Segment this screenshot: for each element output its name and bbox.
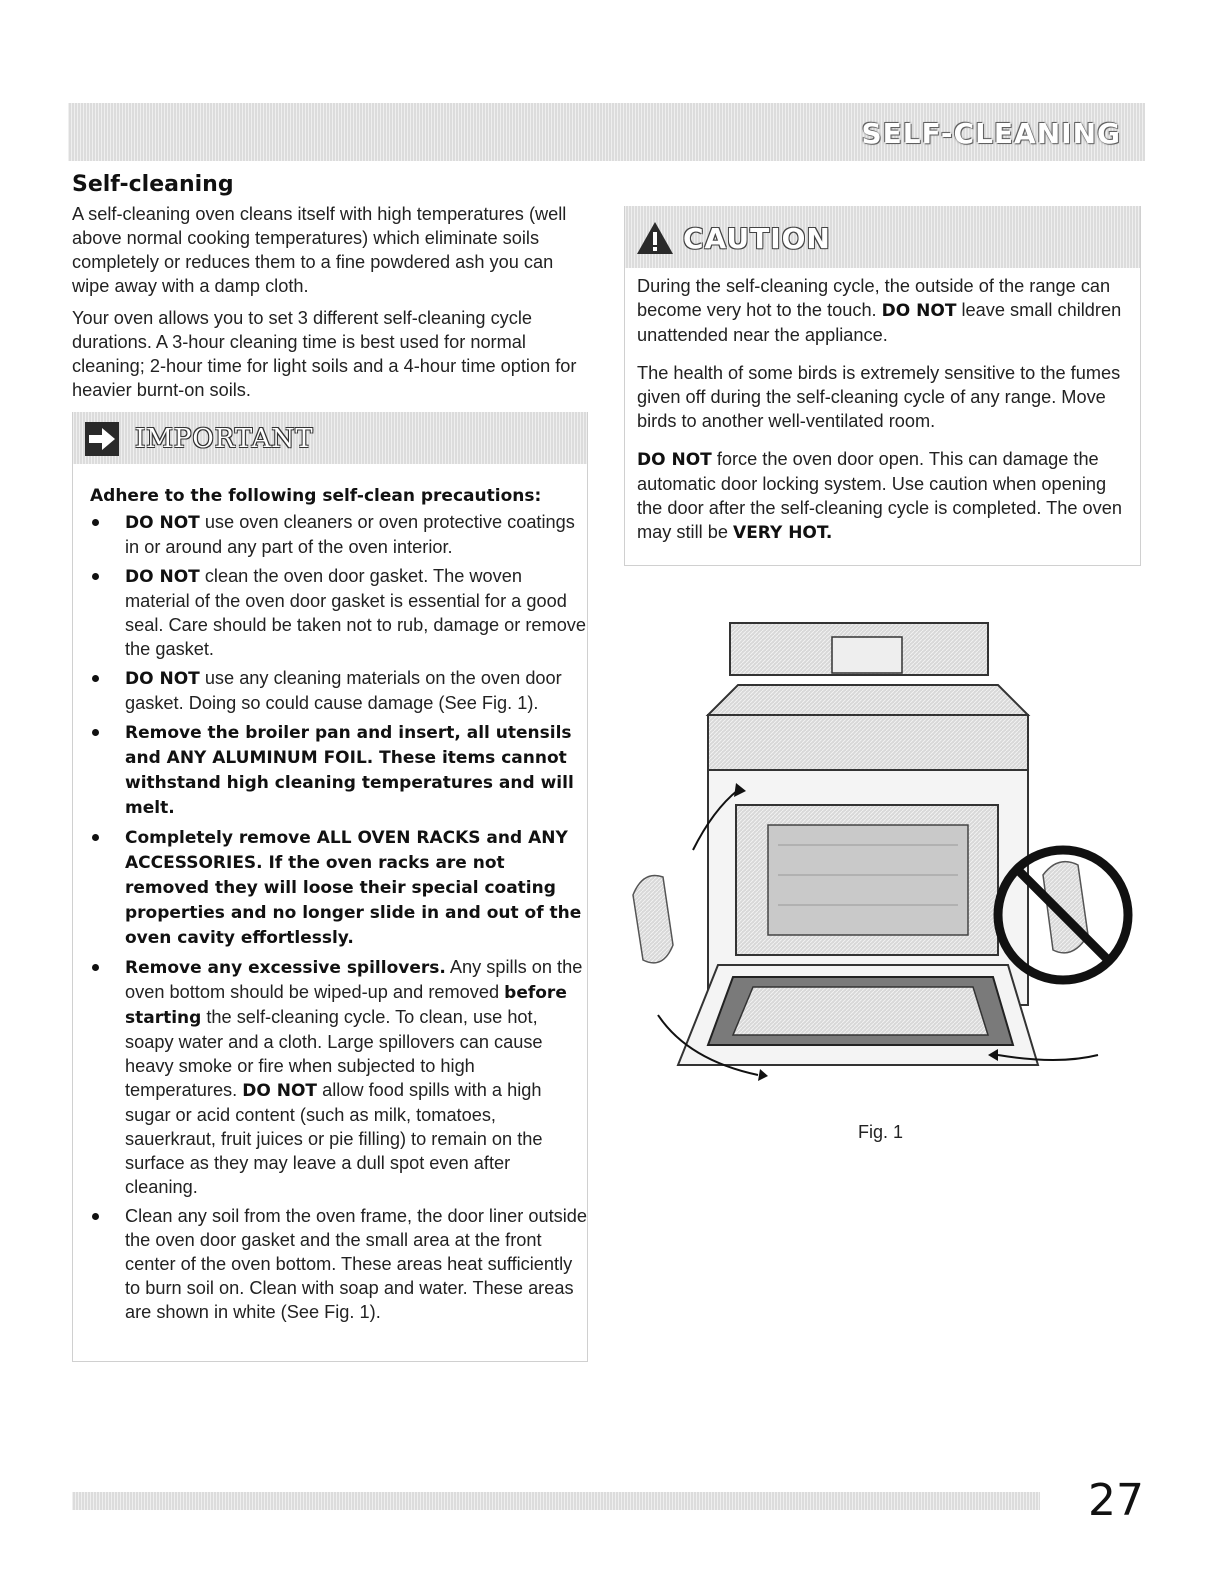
bullet-icon <box>92 675 99 682</box>
oven-illustration <box>618 615 1148 1095</box>
important-title: IMPORTANT <box>135 424 314 454</box>
caution-header-band <box>625 206 1140 268</box>
list-item: DO NOT clean the oven door gasket. The woven material of the oven door gasket is essential for a good seal. Care should be taken not to rub, damage or remove the gasket. <box>89 564 587 661</box>
durations-paragraph: Your oven allows you to set 3 different self-cleaning cycle durations. A 3-hour cleaning time is best used for normal cleaning; 2-hour time for light soils and a 4-hour time option for heavier burnt-on soils. <box>72 308 577 400</box>
list-item: Clean any soil from the oven frame, the door liner outside the oven door gasket and the small area at the front center of the oven bottom. These areas heat sufficiently to burn soil on. Clean with soap and water. These areas are shown in white (See Fig. 1). <box>89 1204 587 1324</box>
precaution-list <box>73 510 587 1324</box>
page-section-title: SELF-CLEANING <box>861 117 1121 150</box>
caution-title: CAUTION <box>683 222 831 255</box>
caution-notice-box <box>624 206 1141 566</box>
bullet-icon <box>92 834 99 841</box>
arrow-right-icon <box>85 422 119 456</box>
list-item: Remove the broiler pan and insert, all utensils and ANY ALUMINUM FOIL. These items cannot withstand high cleaning temperatures and will melt. <box>89 720 587 820</box>
important-header-band <box>73 412 587 464</box>
footer-bar <box>72 1492 1040 1510</box>
section-heading: Self-cleaning <box>72 172 234 197</box>
bullet-icon <box>92 573 99 580</box>
caution-paragraph: During the self-cleaning cycle, the outside of the range can become very hot to the touch. DO NOT leave small children unattended near the appliance. <box>637 276 1122 345</box>
intro-paragraph: A self-cleaning oven cleans itself with high temperatures (well above normal cooking temperatures) which eliminate soils completely or reduces them to a fine powdered ash you can wipe away with a damp cloth. <box>72 204 567 296</box>
bullet-icon <box>92 1213 99 1220</box>
important-notice-box <box>72 412 588 1362</box>
list-item: Remove any excessive spillovers. Any spills on the oven bottom should be wiped-up and removed before starting the self-cleaning cycle. To clean, use hot, soapy water and a cloth. Large spillovers can cause heavy smoke or fire when subjected to high temperatures. DO NOT allow food spills with a high sugar or acid content (such as milk, tomatoes, sauerkraut, fruit juices or pie filling) to remain on the surface as they may leave a dull spot even after cleaning. <box>89 955 587 1199</box>
intro-section <box>72 172 588 410</box>
caution-paragraph: DO NOT force the oven door open. This can damage the automatic door locking system. Use caution when opening the door after the self-cleaning cycle is completed. The oven may still be VERY HOT. <box>637 449 1122 543</box>
caution-body <box>625 268 1140 545</box>
page-number: 27 <box>1088 1475 1144 1526</box>
bullet-icon <box>92 519 99 526</box>
warning-triangle-icon <box>635 220 675 260</box>
list-item: DO NOT use oven cleaners or oven protective coatings in or around any part of the oven interior. <box>89 510 587 559</box>
figure-caption: Fig. 1 <box>858 1122 904 1142</box>
caution-paragraph: The health of some birds is extremely sensitive to the fumes given off during the self-cleaning cycle of any range. Move birds to another well-ventilated room. <box>637 363 1121 431</box>
precautions-intro: Adhere to the following self-clean precautions: <box>90 486 542 506</box>
oven-door-gasket-figure <box>618 615 1148 1095</box>
bullet-icon <box>92 729 99 736</box>
list-item: DO NOT use any cleaning materials on the oven door gasket. Doing so could cause damage (See Fig. 1). <box>89 666 587 715</box>
list-item: Completely remove ALL OVEN RACKS and ANY ACCESSORIES. If the oven racks are not removed they will loose their special coating properties and no longer slide in and out of the oven cavity effortlessly. <box>89 825 587 950</box>
bullet-icon <box>92 964 99 971</box>
hand-sponge-icon <box>633 875 673 962</box>
section-header-band <box>68 103 1145 161</box>
